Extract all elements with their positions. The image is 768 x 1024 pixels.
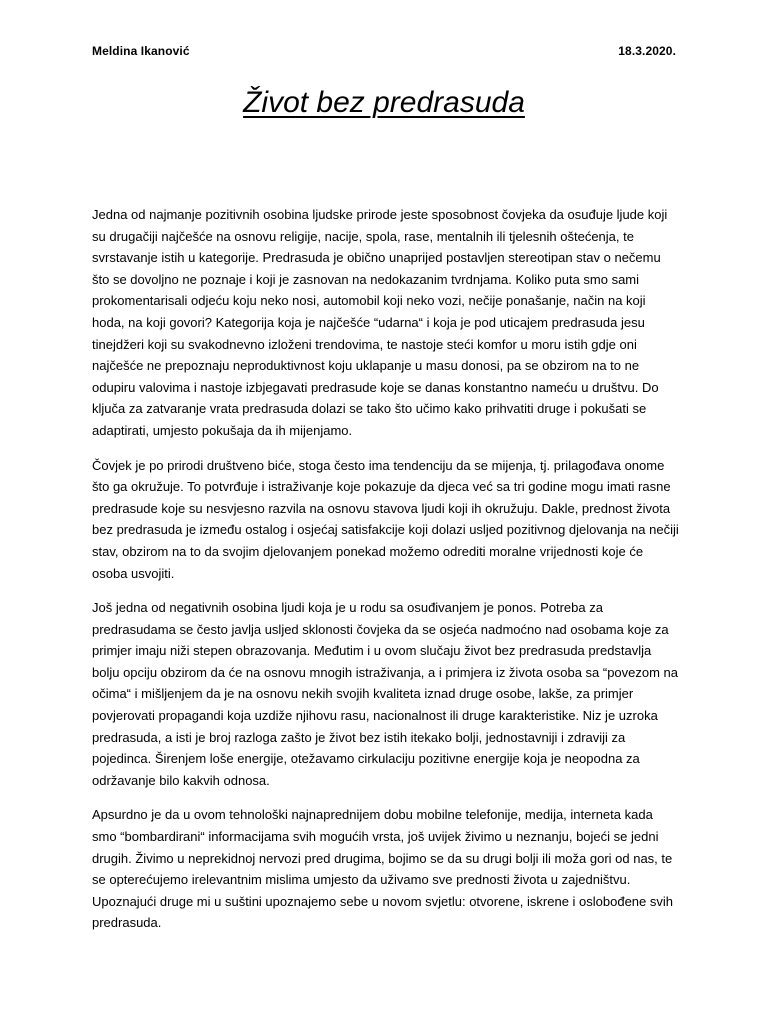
paragraph-4: Apsurdno je da u ovom tehnološki najnaprednijem dobu mobilne telefonije, medija, interneta kada smo “bombardirani“ informacijama svih mogućih vrsta, još uvijek živimo u neznanju, bojeći se jedni drugih. Živimo u neprekidnoj nervozi pred drugima, bojimo se da su drugi bolji ili moža gori od nas, te se opterećujemo irelevantnim mislima umjesto da uživamo sve prednosti života u zajedništvu. Upoznajući druge mi u suštini upoznajemo sebe u novom svjetlu: otvorene, iskrene i oslobođene svih predrasuda. [92, 807, 673, 931]
document-body [92, 204, 680, 947]
document-date: 18.3.2020. [618, 44, 676, 58]
paragraph-3: Još jedna od negativnih osobina ljudi koja je u rodu sa osuđivanjem je ponos. Potreba za predrasudama se često javlja usljed sklonosti čovjeka da se osjeća nadmoćno nad osobama koje za primjer imaju niži stepen obrazovanja. Međutim i u ovom slučaju život bez predrasuda predstavlja bolju opciju obzirom da će na osnovu mnogih istraživanja, a i primjera iz života osoba sa “povezom na očima“ i mišljenjem da je na osnovu nekih svojih kvaliteta iznad druge osobe, lakše, za primjer povjerovati propagandi koja uzdiže njihovu rasu, nacionalnost ili druge karakteristike. Niz je uzroka predrasuda, a isti je broj razloga zašto je život bez istih itekako bolji, jednostavniji i zdraviji za pojedinca. Širenjem loše energije, otežavamo cirkulaciju pozitivne energije koja je neopodna za održavanje bilo kakvih odnosa. [92, 600, 679, 788]
document-title: Život bez predrasuda [243, 86, 525, 119]
paragraph-2: Čovjek je po prirodi društveno biće, stoga često ima tendenciju da se mijenja, tj. prilagođava onome što ga okružuje. To potvrđuje i istraživanje koje pokazuje da djeca već sa tri godine mogu imati rasne predrasude koje su nesvjesno razvila na osnovu stavova ljudi koji ih okružuju. Dakle, prednost života bez predrasuda je između ostalog i osjećaj satisfakcije koji dolazi usljed pozitivnog djelovanja na nečiji stav, obzirom na to da svojim djelovanjem ponekad možemo odrediti moralne vrijednosti koje će osoba usvojiti. [92, 457, 679, 581]
author-name: Meldina Ikanović [92, 44, 190, 58]
paragraph-1: Jedna od najmanje pozitivnih osobina ljudske prirode jeste sposobnost čovjeka da osuđuje ljude koji su drugačiji najčešće na osnovu religije, nacije, spola, rase, mentalnih ili tjelesnih oštećenja, te svrstavanje istih u kategorije. Predrasuda je obično unaprijed postavljen stereotipan stav o nečemu što se dovoljno ne poznaje i koji je zasnovan na nedokazanim tvrdnjama. Koliko puta smo sami prokomentarisali odjeću koju neko nosi, automobil koji neko vozi, nečije ponašanje, način na koji hoda, na koji govori? Kategorija koja je najčešće “udarna“ i koja je pod uticajem predrasuda jesu tinejdžeri koji su svakodnevno izloženi trendovima, te nastoje steći komfor u moru istih gdje oni najčešće ne prepoznaju neproduktivnost koju uklapanje u masu donosi, pa se obzirom na to ne odupiru valovima i nastoje izbjegavati predrasude koje se danas konstantno nameću u društvu. Do ključa za zatvaranje vrata predrasuda dolazi se tako što učimo kako prihvatiti druge i pokušati se adaptirati, umjesto pokušaja da ih mijenjamo. [92, 207, 668, 438]
